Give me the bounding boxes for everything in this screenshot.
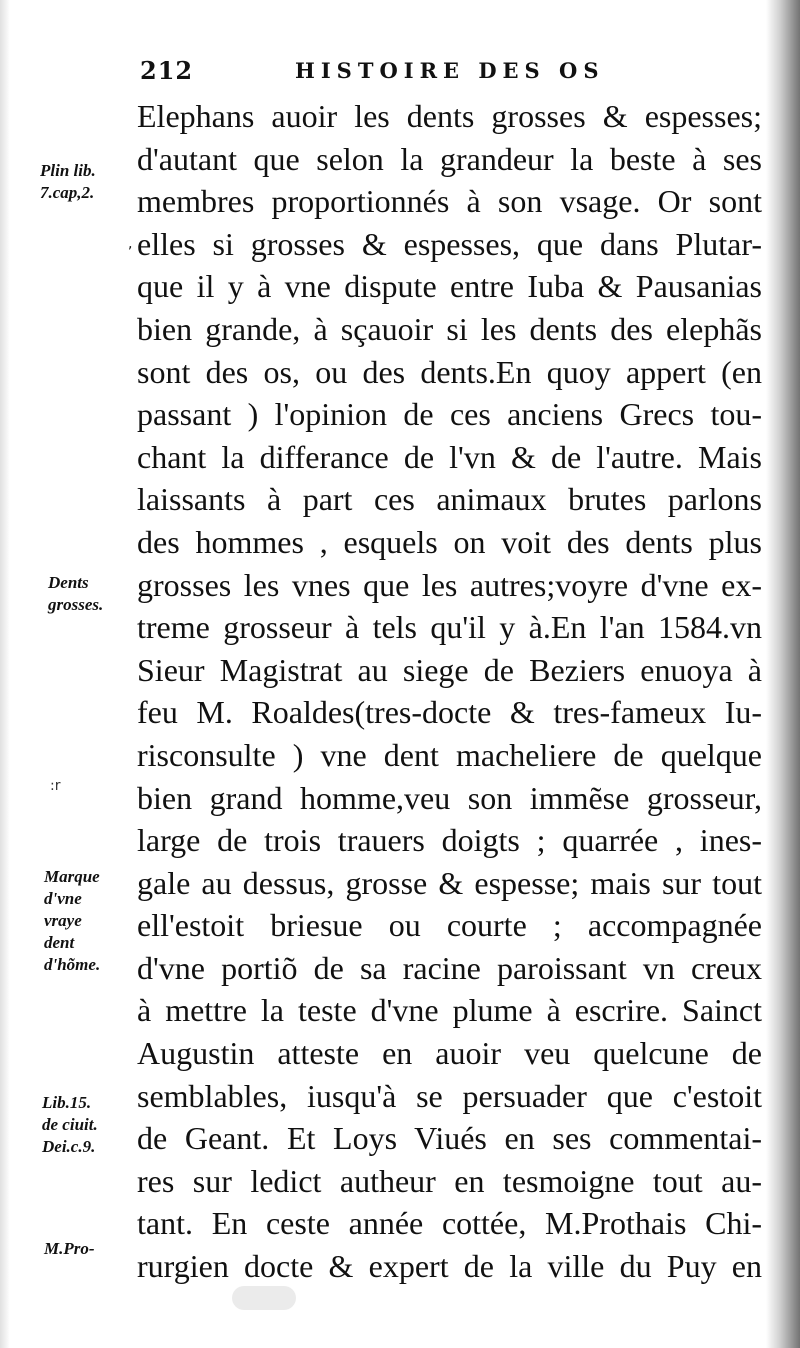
text-line: Augustin atteste en auoir veu quelcune de <box>137 1035 762 1072</box>
page-header <box>140 52 760 92</box>
margin-note-line: d'vne <box>44 889 82 908</box>
text-line: laissants à part ces animaux brutes parlons <box>137 481 762 518</box>
text-line: elles si grosses & espesses, que dans Plutar- <box>137 225 762 262</box>
text-line: rurgien docte & expert de la ville du Puy en <box>137 1248 762 1285</box>
text-line: ell'estoit briesue ou courte ; accompagnée <box>137 907 762 944</box>
margin-note-line: M.Pro- <box>44 1239 95 1258</box>
text-line: gale au dessus, grosse & espesse; mais sur tout <box>137 864 762 901</box>
margin-note-line: dent <box>44 933 75 952</box>
margin-note-pliny <box>40 160 96 204</box>
text-line: de Geant. Et Loys Viués en ses commentai- <box>137 1120 762 1157</box>
text-line: Elephans auoir les dents grosses & espesses; <box>137 98 762 134</box>
ink-smudge <box>232 1286 296 1310</box>
margin-note-line: d'hõme. <box>44 955 101 974</box>
body-text <box>137 95 762 1288</box>
text-line: d'autant que selon la grandeur la beste à ses <box>137 140 762 177</box>
text-line: passant ) l'opinion de ces anciens Grecs tou- <box>137 396 762 433</box>
text-line: treme grosseur à tels qu'il y à.En l'an 1584.vn <box>137 609 762 646</box>
text-line: semblables, iusqu'à se persuader que c'estoit <box>137 1077 762 1114</box>
margin-note-dents <box>48 572 103 616</box>
margin-note-line: vraye <box>44 911 82 930</box>
margin-note-line: Marque <box>44 867 100 886</box>
margin-note-line: grosses. <box>48 595 104 614</box>
margin-note-marque <box>44 866 100 976</box>
text-line: tant. En ceste année cottée, M.Prothais Chi- <box>137 1205 762 1242</box>
margin-note-line: Lib.15. <box>42 1093 92 1112</box>
ink-mark: :r <box>50 778 61 794</box>
page-edge-shadow <box>766 0 800 1348</box>
ink-mark: , <box>128 236 133 252</box>
text-line: risconsulte ) vne dent macheliere de quelque <box>137 736 762 773</box>
page-number: 212 <box>140 56 194 85</box>
text-line: bien grand homme,veu son immẽse grosseur, <box>137 779 762 816</box>
text-line: sont des os, ou des dents.En quoy appert (en <box>137 353 762 390</box>
text-line: d'vne portiõ de sa racine paroissant vn creux <box>137 949 762 986</box>
margin-note-line: Plin lib. <box>40 161 96 180</box>
margin-note-line: Dents <box>48 573 89 592</box>
text-line: à mettre la teste d'vne plume à escrire. Sainct <box>137 992 762 1029</box>
margin-note-line: de ciuit. <box>42 1115 98 1134</box>
text-line: que il y à vne dispute entre Iuba & Pausanias <box>137 268 762 305</box>
running-title: HISTOIRE DES OS <box>295 58 605 83</box>
margin-note-augustine <box>42 1092 98 1158</box>
text-line: Sieur Magistrat au siege de Beziers enuoya à <box>137 651 762 688</box>
text-line: des hommes , esquels on voit des dents plus <box>137 523 762 560</box>
margin-note-line: Dei.c.9. <box>42 1137 96 1156</box>
text-line: large de trois trauers doigts ; quarrée , ines- <box>137 822 762 859</box>
text-line: bien grande, à sçauoir si les dents des elephãs <box>137 310 762 347</box>
page-gutter-shadow <box>0 0 10 1348</box>
text-line: membres proportionnés à son vsage. Or sont <box>137 183 762 220</box>
margin-note-prothais <box>44 1238 95 1260</box>
text-line: grosses les vnes que les autres;voyre d'vne ex- <box>137 566 762 603</box>
text-line: chant la differance de l'vn & de l'autre. Mais <box>137 438 762 475</box>
text-line: res sur ledict autheur en tesmoigne tout au- <box>137 1162 762 1199</box>
margin-note-line: 7.cap,2. <box>40 183 95 202</box>
text-line: feu M. Roaldes(tres-docte & tres-fameux Iu- <box>137 694 762 731</box>
